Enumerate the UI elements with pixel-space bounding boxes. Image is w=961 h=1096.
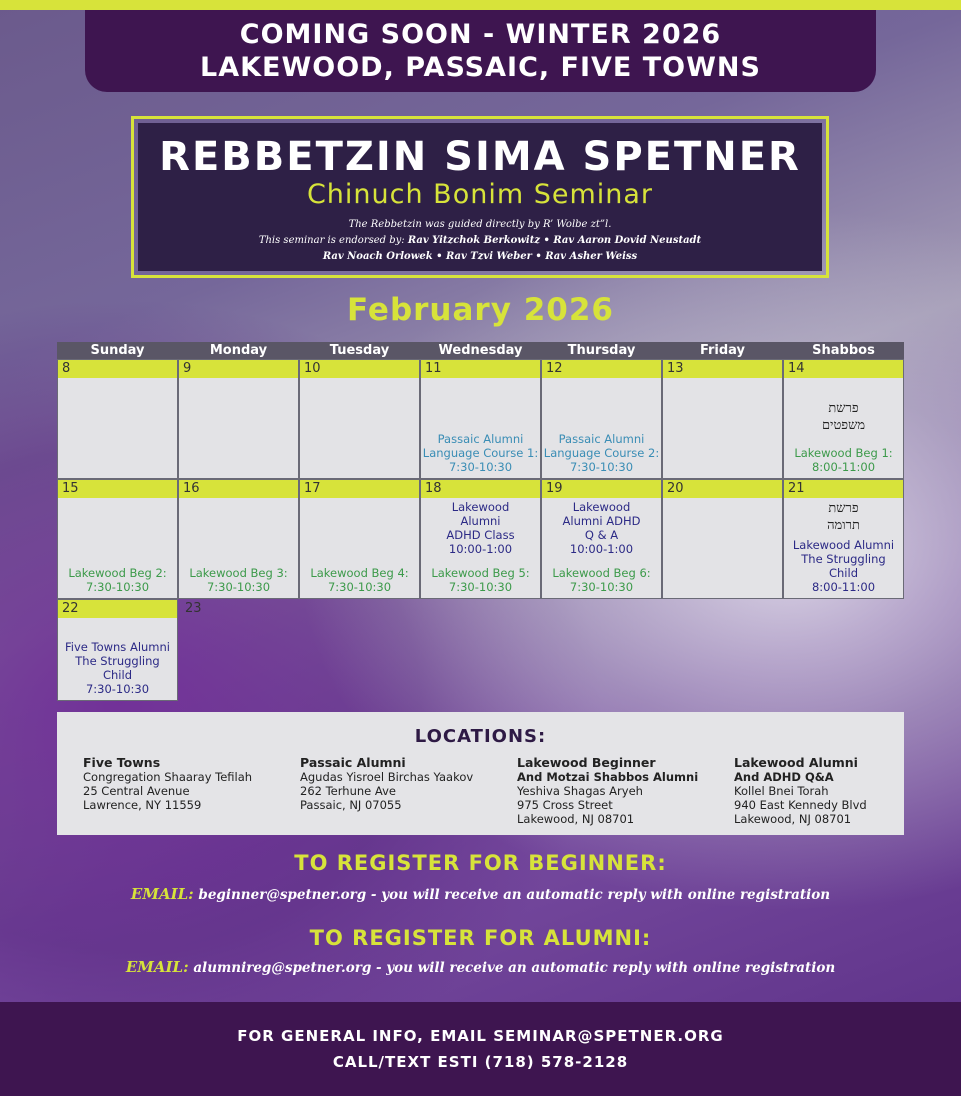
footer-info-line[interactable]: FOR GENERAL INFO, EMAIL SEMINAR@SPETNER.ORG <box>237 1027 724 1045</box>
weekday-shabbos: Shabbos <box>812 343 875 358</box>
event-line: Lakewood Beg 2: <box>68 566 167 580</box>
event-line: Lakewood Beg 3: <box>189 566 288 580</box>
beginner-email-text[interactable]: beginner@spetner.org - you will receive an automatic reply with online registration <box>198 887 831 903</box>
location-name: Five Towns <box>83 755 161 770</box>
guidance-note: The Rebbetzin was guided directly by R’ Wolbe zt”l. <box>348 219 612 230</box>
endorsement-names-2: Rav Noach Orlowek • Rav Tzvi Weber • Rav Asher Weiss <box>322 251 638 262</box>
day-cell-13 <box>662 359 783 479</box>
event-line: Child <box>828 566 858 580</box>
event-line: Lakewood <box>451 500 510 514</box>
day-cell-9 <box>178 359 299 479</box>
event-line: The Struggling <box>801 552 886 566</box>
location-line: Congregation Shaaray Tefilah <box>83 770 253 784</box>
locations-panel <box>57 712 904 835</box>
weekday-wednesday: Wednesday <box>438 343 523 358</box>
location-subtitle: And Motzai Shabbos Alumni <box>517 770 699 784</box>
event-time: 10:00-1:00 <box>448 542 513 556</box>
location-line: Lakewood, NJ 08701 <box>517 812 635 826</box>
day-cell-8 <box>57 359 178 479</box>
location-line: 25 Central Avenue <box>83 784 190 798</box>
title-panel <box>138 123 822 271</box>
email-label: EMAIL: <box>125 958 189 976</box>
event-lakewood-beg-4 <box>300 498 419 598</box>
day-cell-17 <box>299 479 420 599</box>
alumni-email-text[interactable]: alumnireg@spetner.org - you will receive an automatic reply with online registration <box>193 960 836 976</box>
event-line: Passaic Alumni <box>437 432 524 446</box>
footer-phone-line[interactable]: CALL/TEXT ESTI (718) 578-2128 <box>332 1053 629 1071</box>
event-line: ADHD Class <box>446 528 515 542</box>
location-passaic-alumni <box>300 755 473 812</box>
location-line: Agudas Yisroel Birchas Yaakov <box>300 770 474 784</box>
parsha-name: משפטים <box>821 418 866 433</box>
location-name: Passaic Alumni <box>300 755 406 770</box>
weekday-header <box>57 342 904 359</box>
day-number: 18 <box>421 480 540 498</box>
event-lakewood-beg-2 <box>58 498 177 598</box>
day-number: 12 <box>542 360 661 378</box>
event-line: Lakewood Beg 5: <box>431 566 530 580</box>
endorsement-prefix: This seminar is endorsed by: <box>258 235 408 246</box>
location-line: Lawrence, NY 11559 <box>83 798 202 812</box>
day-cell-22 <box>57 599 178 701</box>
weekday-sunday: Sunday <box>90 343 145 358</box>
day-cell-20 <box>662 479 783 599</box>
event-time: 7:30-10:30 <box>85 580 150 594</box>
event-lakewood-adhd-qa <box>563 496 641 556</box>
event-line: Alumni ADHD <box>562 514 641 528</box>
register-beginner-line <box>0 885 961 903</box>
event-lakewood-beg-6 <box>552 566 650 594</box>
event-lakewood-beg-3 <box>179 498 298 598</box>
event-time: 7:30-10:30 <box>448 460 513 474</box>
event-line: Lakewood Beg 6: <box>552 566 651 580</box>
parsha-word: פרשת <box>828 401 859 416</box>
location-line: Yeshiva Shagas Aryeh <box>517 784 643 798</box>
location-line: Passaic, NJ 07055 <box>300 798 402 812</box>
event-line: The Struggling <box>75 654 160 668</box>
event-line: Alumni <box>460 514 501 528</box>
event-passaic-language-2 <box>542 378 661 478</box>
parsha-name: תרומה <box>827 518 860 533</box>
location-lakewood-beginner <box>517 755 698 826</box>
event-line: Lakewood <box>572 500 631 514</box>
location-name: Lakewood Beginner <box>517 755 656 770</box>
event-time: 7:30-10:30 <box>85 682 150 696</box>
title-box <box>131 116 829 278</box>
event-line: Lakewood Beg 4: <box>310 566 409 580</box>
location-line: 975 Cross Street <box>517 798 613 812</box>
event-line: Five Towns Alumni <box>65 640 170 654</box>
day-number: 22 <box>58 600 177 618</box>
register-alumni-line <box>0 958 961 976</box>
location-line: 940 East Kennedy Blvd <box>734 798 867 812</box>
location-subtitle: And ADHD Q&A <box>734 770 834 784</box>
day-number: 20 <box>663 480 782 498</box>
event-line: Child <box>102 668 132 682</box>
day-cell-12 <box>541 359 662 479</box>
day-number: 17 <box>300 480 419 498</box>
day-cell-16 <box>178 479 299 599</box>
top-accent-strip <box>0 0 961 10</box>
event-time: 7:30-10:30 <box>448 580 513 594</box>
event-time: 7:30-10:30 <box>569 580 634 594</box>
weekday-friday: Friday <box>699 343 746 358</box>
day-cell-11 <box>420 359 541 479</box>
location-line: Lakewood, NJ 08701 <box>734 812 852 826</box>
location-five-towns <box>83 755 252 812</box>
day-number: 16 <box>179 480 298 498</box>
event-five-towns-struggling-child <box>58 618 177 700</box>
month-title: February 2026 <box>347 292 614 328</box>
day-cell-10 <box>299 359 420 479</box>
day-cell-15 <box>57 479 178 599</box>
location-name: Lakewood Alumni <box>734 755 858 770</box>
parsha-label <box>827 500 860 534</box>
email-label: EMAIL: <box>130 885 194 903</box>
location-line: Kollel Bnei Torah <box>734 784 829 798</box>
location-lakewood-alumni <box>734 755 867 826</box>
day-cell-19 <box>541 479 662 599</box>
day-number: 13 <box>663 360 782 378</box>
endorsement-line-2 <box>323 249 637 265</box>
event-line: Language Course 1: <box>422 446 539 460</box>
weekday-thursday: Thursday <box>567 343 636 358</box>
event-line: Language Course 2: <box>543 446 660 460</box>
footer-banner <box>0 1002 961 1096</box>
event-time: 7:30-10:30 <box>327 580 392 594</box>
event-time: 10:00-1:00 <box>569 542 634 556</box>
day-number: 19 <box>542 480 661 498</box>
header-line-1: COMING SOON - WINTER 2026 <box>239 19 722 50</box>
event-lakewood-beg-5 <box>431 566 529 594</box>
event-time: 7:30-10:30 <box>206 580 271 594</box>
event-passaic-language-1 <box>421 378 540 478</box>
event-line: Lakewood Beg 1: <box>794 446 893 460</box>
day-cell-18 <box>420 479 541 599</box>
day-body <box>542 498 661 598</box>
weekday-monday: Monday <box>209 343 268 358</box>
day-number: 8 <box>58 360 177 378</box>
locations-title: LOCATIONS: <box>414 726 547 747</box>
day-number: 14 <box>784 360 903 378</box>
day-number: 11 <box>421 360 540 378</box>
day-cell-21 <box>783 479 904 599</box>
day-number: 21 <box>784 480 903 498</box>
event-lakewood-adhd-class <box>446 496 514 556</box>
day-number: 15 <box>58 480 177 498</box>
header-banner <box>85 10 876 92</box>
event-line: Q & A <box>584 528 619 542</box>
register-beginner-title: TO REGISTER FOR BEGINNER: <box>294 851 667 875</box>
main-title: REBBETZIN SIMA SPETNER <box>159 134 801 180</box>
parsha-label <box>822 400 865 434</box>
day-number: 9 <box>179 360 298 378</box>
event-time: 8:00-11:00 <box>811 580 876 594</box>
day-body <box>58 378 177 478</box>
event-lakewood-beg-1 <box>784 378 903 478</box>
day-body <box>300 378 419 478</box>
day-number-23: 23 <box>185 601 202 616</box>
location-line: 262 Terhune Ave <box>300 784 396 798</box>
day-body <box>663 498 782 598</box>
day-number: 10 <box>300 360 419 378</box>
header-line-2: LAKEWOOD, PASSAIC, FIVE TOWNS <box>200 52 761 83</box>
event-time: 7:30-10:30 <box>569 460 634 474</box>
event-line: Lakewood Alumni <box>792 538 895 552</box>
day-body <box>179 378 298 478</box>
weekday-tuesday: Tuesday <box>329 343 390 358</box>
endorsement-names: Rav Yitzchok Berkowitz • Rav Aaron Dovid Neustadt <box>407 235 702 246</box>
seminar-subtitle: Chinuch Bonim Seminar <box>306 179 654 210</box>
register-alumni-title: TO REGISTER FOR ALUMNI: <box>309 926 652 950</box>
event-lakewood-struggling-child <box>784 498 903 598</box>
event-line: Passaic Alumni <box>558 432 645 446</box>
event-time: 8:00-11:00 <box>811 460 876 474</box>
day-body <box>421 498 540 598</box>
day-cell-14 <box>783 359 904 479</box>
endorsement-line-1 <box>259 233 701 249</box>
day-body <box>663 378 782 478</box>
parsha-word: פרשת <box>828 501 859 516</box>
